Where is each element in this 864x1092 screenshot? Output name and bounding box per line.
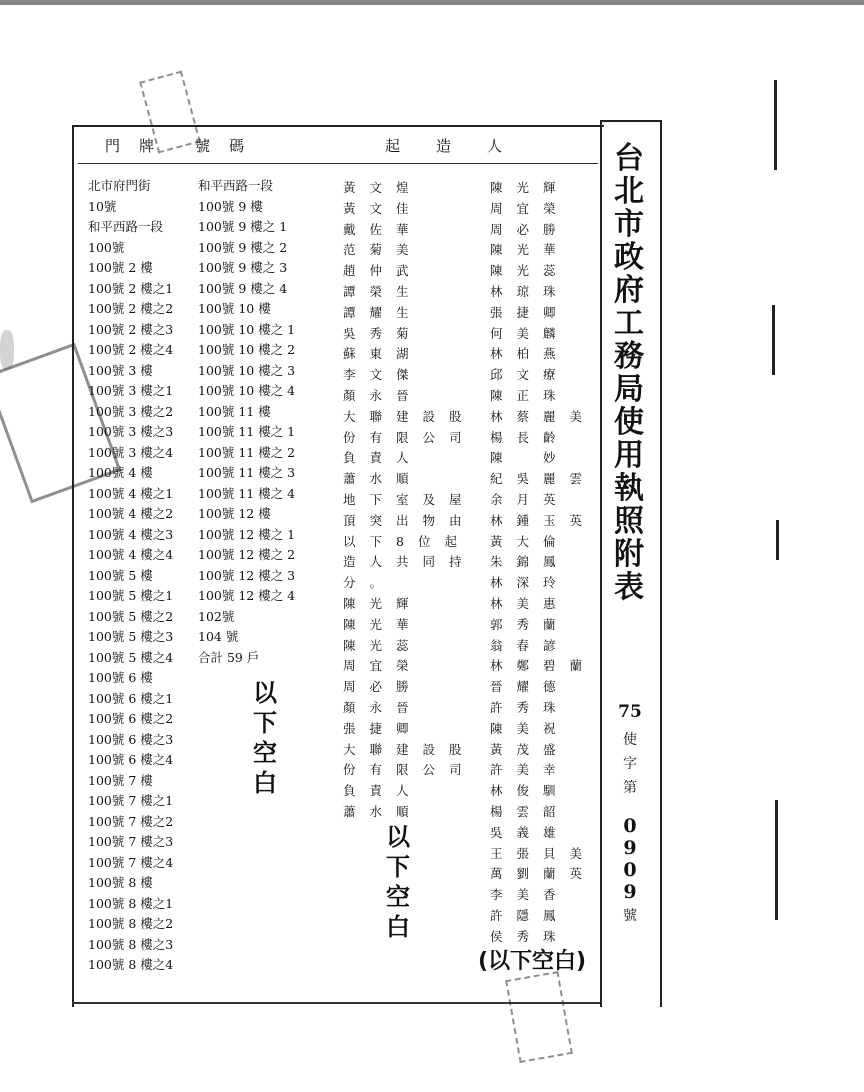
- table-bottom-rule: [72, 1002, 602, 1004]
- address-entry: 100號 11 樓之 3: [198, 465, 296, 480]
- address-entry: 102號: [198, 608, 235, 624]
- address-entry: 100號 10 樓之 2: [198, 342, 296, 357]
- address-entry: 100號 2 樓之4: [88, 342, 174, 357]
- blank-mark-col3: 以 下 空 白: [386, 823, 410, 941]
- address-entry: 100號 6 樓之1: [88, 690, 174, 706]
- builder-entry: 大聯建設股: [343, 408, 476, 424]
- title-char: 照: [614, 504, 644, 539]
- address-entry: 100號 4 樓: [88, 465, 153, 480]
- builder-entry: 李文傑: [343, 367, 423, 383]
- builder-entry: 陳正珠: [490, 387, 570, 403]
- builder-entry: 陳光輝: [343, 595, 423, 611]
- builder-entry: 楊長齡: [490, 429, 570, 445]
- builder-entry: 譚耀生: [343, 304, 423, 320]
- address-column-2: [198, 176, 295, 668]
- builder-entry: 陳光蕊: [490, 263, 570, 279]
- address-entry: 100號 5 樓: [88, 567, 153, 583]
- scan-edge: [0, 0, 864, 5]
- builder-entry: 地下室及屋: [343, 491, 476, 507]
- address-entry: 合計 59 戶: [198, 649, 260, 665]
- address-entry: 100號 10 樓之 4: [198, 383, 296, 398]
- address-entry: 和平西路一段: [88, 219, 164, 234]
- builder-entry: 蘇東湖: [343, 346, 423, 362]
- builder-entry: 林琼珠: [490, 283, 570, 299]
- builder-entry: 余月英: [490, 491, 570, 507]
- address-entry: 100號 6 樓之2: [88, 711, 174, 726]
- builder-entry: 周必勝: [343, 679, 423, 695]
- address-entry: 100號 9 樓之 2: [198, 239, 288, 255]
- builder-entry: 翁春諺: [490, 637, 570, 653]
- builder-entry: 紀吳麗雲: [490, 471, 597, 487]
- address-entry: 100號 4 樓之2: [88, 506, 174, 521]
- address-entry: 100號 2 樓: [88, 260, 153, 275]
- builder-entry: 王張貝美: [490, 845, 597, 861]
- address-entry: 100號 12 樓之 4: [198, 588, 296, 603]
- builder-entry: 譚榮生: [343, 283, 423, 299]
- title-char: 附: [614, 537, 644, 572]
- builder-entry: 吳秀菊: [343, 325, 423, 341]
- builder-entry: 顏永晉: [343, 699, 423, 715]
- builder-entry: 許隱鳳: [490, 907, 570, 923]
- address-entry: 100號 8 樓之2: [88, 916, 174, 931]
- title-char: 台: [614, 141, 644, 176]
- builder-entry: 陳光輝: [490, 180, 570, 195]
- address-entry: 100號 2 樓之3: [88, 321, 174, 337]
- builder-entry: 周宜榮: [490, 200, 570, 216]
- builder-entry: 顏永晉: [343, 387, 423, 403]
- builder-entry: 張捷卿: [343, 720, 423, 736]
- address-entry: 100號 9 樓之 3: [198, 260, 288, 275]
- address-entry: 100號 3 樓之1: [88, 383, 174, 398]
- document-title: [608, 142, 650, 604]
- address-entry: 104 號: [198, 629, 239, 644]
- address-entry: 100號 3 樓之3: [88, 424, 174, 439]
- address-entry: 100號 5 樓之2: [88, 608, 174, 624]
- builder-entry: 李美香: [490, 887, 570, 903]
- builder-entry: 頂突出物由: [343, 512, 476, 528]
- address-entry: 100號 7 樓之3: [88, 834, 174, 849]
- address-entry: 100號 5 樓之4: [88, 649, 174, 665]
- builder-entry: 大聯建設股: [343, 741, 476, 757]
- builder-entry: 林鄭碧蘭: [490, 658, 597, 674]
- builder-entry: 林俊馴: [490, 783, 570, 799]
- builder-entry: 許秀珠: [490, 699, 570, 715]
- builder-entry: 周必勝: [490, 221, 570, 237]
- address-entry: 100號 4 樓之1: [88, 485, 174, 501]
- address-entry: 100號 9 樓之 4: [198, 280, 288, 296]
- builder-entry: 周宜榮: [343, 658, 423, 674]
- header-builder: 起 造 人: [385, 137, 505, 155]
- builder-entry: 林深玲: [490, 575, 570, 591]
- header-number: 號 碼: [195, 137, 247, 155]
- header-door: 門 牌: [105, 137, 157, 155]
- address-entry: 100號 6 樓之4: [88, 752, 174, 767]
- address-entry: 100號 7 樓之4: [88, 854, 174, 870]
- builder-column-2: [490, 178, 596, 947]
- builder-entry: 朱錦鳳: [490, 554, 570, 570]
- address-entry: 100號 3 樓之4: [88, 444, 174, 460]
- blank-mark-col4: (以下空白): [478, 949, 587, 974]
- title-char: 執: [614, 471, 644, 506]
- builder-entry: 陳 妙: [490, 450, 570, 466]
- title-char: 市: [614, 207, 644, 242]
- builder-entry: 負責人: [343, 450, 423, 466]
- address-entry: 100號 10 樓之 1: [198, 321, 296, 337]
- address-entry: 100號: [88, 239, 125, 255]
- address-entry: 100號 8 樓之4: [88, 957, 174, 972]
- title-char: 用: [614, 438, 644, 473]
- address-entry: 100號 12 樓之 1: [198, 526, 296, 542]
- address-entry: 100號 9 樓: [198, 198, 263, 214]
- license-year: 75: [618, 702, 642, 722]
- builder-entry: 許美幸: [490, 762, 570, 778]
- address-entry: 100號 3 樓之2: [88, 403, 174, 419]
- address-entry: 100號 8 樓之1: [88, 895, 174, 911]
- address-entry: 100號 10 樓: [198, 301, 271, 316]
- builder-entry: 邱文療: [490, 367, 570, 383]
- title-char: 北: [614, 174, 644, 209]
- address-entry: 100號 6 樓之3: [88, 731, 174, 747]
- builder-entry: 何美麟: [490, 325, 570, 341]
- builder-entry: 趙仲武: [343, 263, 423, 279]
- address-entry: 100號 8 樓之3: [88, 936, 174, 952]
- builder-entry: 林鍾玉英: [490, 512, 597, 528]
- builder-entry: 黃文佳: [343, 200, 423, 216]
- address-entry: 100號 5 樓之1: [88, 588, 174, 603]
- builder-entry: 郭秀蘭: [490, 616, 570, 632]
- builder-entry: 陳光華: [490, 242, 570, 258]
- address-entry: 100號 9 樓之 1: [198, 219, 288, 234]
- builder-entry: 林柏燕: [490, 346, 570, 362]
- address-entry: 100號 12 樓: [198, 506, 271, 521]
- title-char: 局: [614, 372, 644, 407]
- address-entry: 100號 10 樓之 3: [198, 362, 296, 378]
- title-char: 府: [614, 273, 644, 308]
- binding-mark-mid: [772, 305, 775, 375]
- builder-entry: 份有限公司: [343, 762, 476, 778]
- builder-entry: 萬劉蘭英: [490, 866, 597, 882]
- address-column-1: [88, 176, 173, 976]
- builder-entry: 戴佐華: [343, 221, 423, 237]
- address-entry: 100號 11 樓: [198, 403, 271, 419]
- address-entry: 100號 11 樓之 1: [198, 424, 296, 439]
- title-char: 工: [614, 306, 644, 341]
- address-entry: 100號 6 樓: [88, 670, 153, 685]
- builder-entry: 造人共同持: [343, 554, 476, 570]
- license-number: 0909: [623, 815, 637, 903]
- address-entry: 100號 7 樓之1: [88, 793, 174, 808]
- address-entry: 10號: [88, 198, 117, 214]
- address-entry: 100號 3 樓: [88, 362, 153, 378]
- address-entry: 100號 12 樓之 3: [198, 567, 296, 583]
- builder-entry: 分。: [343, 575, 397, 591]
- address-entry: 100號 2 樓之2: [88, 301, 174, 316]
- builder-entry: 黃大倫: [490, 533, 570, 549]
- address-entry: 100號 12 樓之 2: [198, 547, 296, 562]
- builder-entry: 范菊美: [343, 242, 423, 258]
- builder-entry: 黃文煌: [343, 180, 423, 195]
- license-suffix: 號: [623, 908, 637, 924]
- address-entry: 100號 7 樓: [88, 772, 153, 788]
- builder-entry: 以下8位起: [343, 533, 471, 549]
- title-char: 務: [614, 339, 644, 374]
- address-entry: 100號 4 樓之4: [88, 547, 174, 562]
- address-entry: 100號 7 樓之2: [88, 813, 174, 829]
- title-char: 使: [614, 405, 644, 440]
- address-entry: 和平西路一段: [198, 178, 274, 193]
- header-rule: [78, 163, 598, 164]
- address-entry: 100號 11 樓之 4: [198, 485, 296, 501]
- address-entry: 北市府門街: [88, 178, 151, 193]
- blank-mark-col2: 以 下 空 白: [253, 679, 277, 797]
- builder-entry: 陳光華: [343, 616, 423, 632]
- builder-entry: 蕭水順: [343, 471, 423, 487]
- binding-mark-bottom: [775, 800, 778, 920]
- builder-entry: 張捷卿: [490, 304, 570, 320]
- address-entry: 100號 4 樓之3: [88, 526, 174, 542]
- builder-entry: 林蔡麗美: [490, 408, 597, 424]
- builder-entry: 陳光蕊: [343, 637, 423, 653]
- address-entry: 100號 2 樓之1: [88, 280, 174, 296]
- builder-entry: 楊雲韶: [490, 803, 570, 819]
- builder-entry: 吳義雄: [490, 824, 570, 840]
- address-entry: 100號 5 樓之3: [88, 629, 174, 644]
- title-char: 表: [614, 570, 644, 605]
- builder-entry: 林美惠: [490, 595, 570, 611]
- license-type: 使字第: [623, 732, 637, 796]
- builder-entry: 晉耀德: [490, 679, 570, 695]
- builder-entry: 負責人: [343, 783, 423, 799]
- title-char: 政: [614, 240, 644, 275]
- binding-mark-top: [774, 80, 777, 170]
- builder-entry: 蕭水順: [343, 803, 423, 819]
- smudge-left: [0, 330, 14, 370]
- builder-column-1: [343, 178, 476, 823]
- builder-entry: 黃茂盛: [490, 741, 570, 757]
- builder-entry: 侯秀珠: [490, 928, 570, 944]
- builder-entry: 份有限公司: [343, 429, 476, 445]
- address-entry: 100號 8 樓: [88, 875, 153, 890]
- builder-entry: 陳美祝: [490, 720, 570, 736]
- address-entry: 100號 11 樓之 2: [198, 444, 296, 460]
- binding-mark-low: [776, 520, 779, 560]
